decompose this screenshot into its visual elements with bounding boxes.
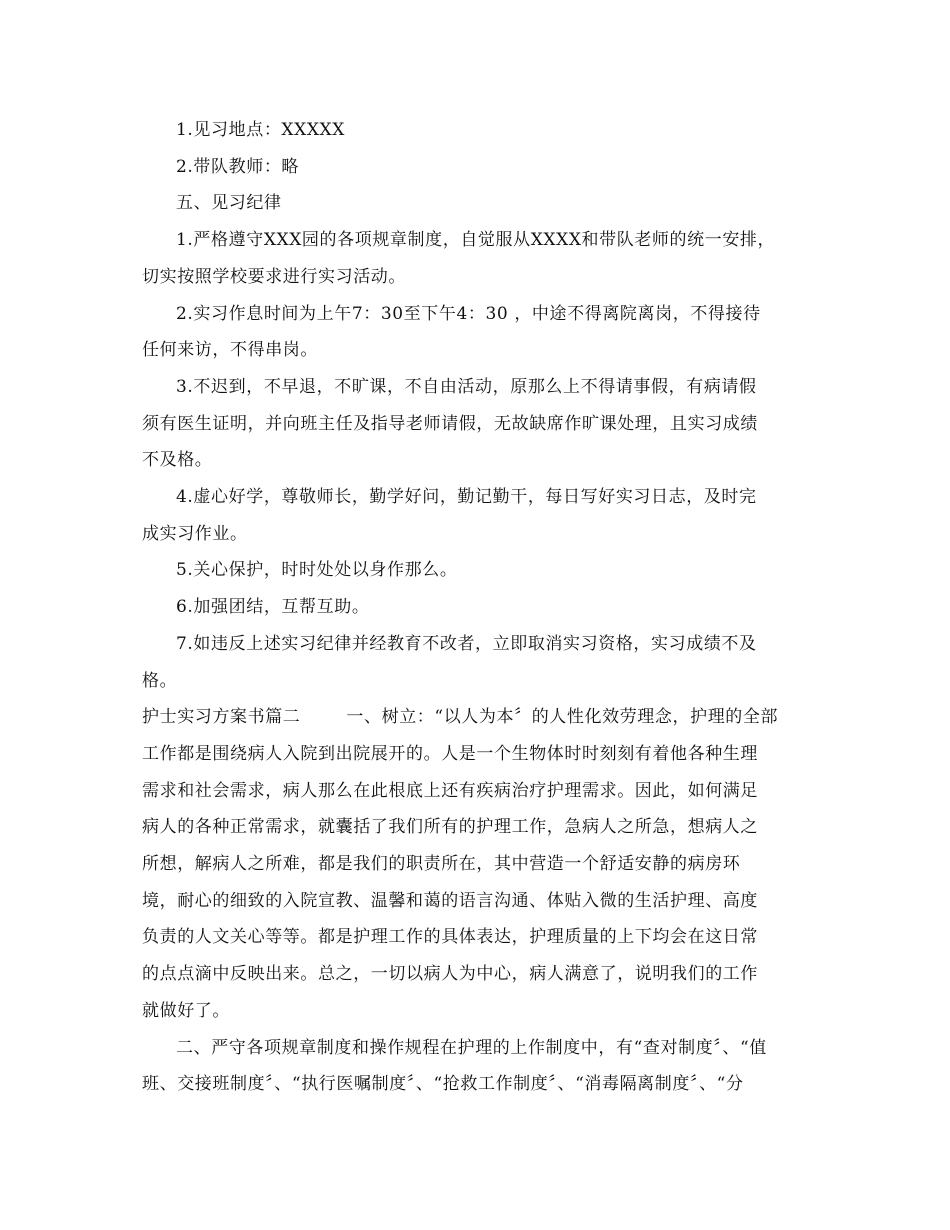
section-2-lead: 一、树立：“以人为本〞的人性化效劳理念，护理的全部: [346, 707, 779, 728]
text-line: 所想，解病人之所难，都是我们的职责所在，其中营造一个舒适安静的病房环: [142, 854, 741, 875]
document-page: [142, 112, 812, 1103]
text-line: 7.如违反上述实习纪律并经教育不改者，立即取消实习资格，实习成绩不及: [176, 633, 757, 654]
text-line: 二、严守各项规章制度和操作规程在护理的上作制度中，有“查对制度〞、“值: [176, 1037, 767, 1058]
section-heading: 五、见习纪律: [176, 193, 282, 214]
text-line: 6.加强团结，互帮互助。: [176, 597, 370, 618]
text-line: 3.不迟到，不早退，不旷课，不自由活动，原那么上不得请事假，有病请假: [176, 376, 757, 397]
text-line: 负责的人文关心等等。都是护理工作的具体表达，护理质量的上下均会在这日常: [142, 927, 758, 948]
text-line: 不及格。: [142, 450, 213, 471]
text-line: 的点点滴中反映出来。总之，一切以病人为中心，病人满意了，说明我们的工作: [142, 964, 758, 985]
text-line: 2.带队教师：略: [176, 156, 300, 177]
text-line: 1.见习地点：XXXXX: [176, 120, 345, 140]
text-line: 就做好了。: [142, 1000, 230, 1021]
text-line: 1.严格遵守XXX园的各项规章制度，自觉服从XXXX和带队老师的统一安排，: [176, 230, 776, 251]
text-line: 需求和社会需求，病人那么在此根底上还有疾病治疗护理需求。因此，如何满足: [142, 780, 758, 801]
text-line: 格。: [142, 670, 178, 691]
section-2-first-line: [142, 699, 812, 736]
text-line: 2.实习作息时间为上午7：30至下午4：30 ，中途不得离院离岗，不得接待: [176, 303, 761, 324]
text-line: 班、交接班制度〞、“执行医嘱制度〞、“抢救工作制度〞、“消毒隔离制度〞、“分: [142, 1074, 744, 1095]
text-line: 病人的各种正常需求，就囊括了我们所有的护理工作，急病人之所急，想病人之: [142, 817, 758, 838]
text-line: 成实习作业。: [142, 523, 248, 544]
text-line: 境，耐心的细致的入院宣教、温馨和蔼的语言沟通、体贴入微的生活护理、高度: [142, 890, 758, 911]
text-line: 4.虚心好学，尊敬师长，勤学好问，勤记勤干，每日写好实习日志，及时完: [176, 487, 757, 508]
text-line: 5.关心保护，时时处处以身作那么。: [176, 560, 458, 581]
text-line: 须有医生证明，并向班主任及指导老师请假，无故缺席作旷课处理，且实习成绩: [142, 413, 758, 434]
section-2-title: 护士实习方案书篇二: [142, 707, 301, 728]
text-line: 工作都是围绕病人入院到出院展开的。人是一个生物体时时刻刻有着他各种生理: [142, 743, 758, 764]
text-line: 切实按照学校要求进行实习活动。: [142, 266, 406, 287]
text-line: 任何来访，不得串岗。: [142, 340, 318, 361]
